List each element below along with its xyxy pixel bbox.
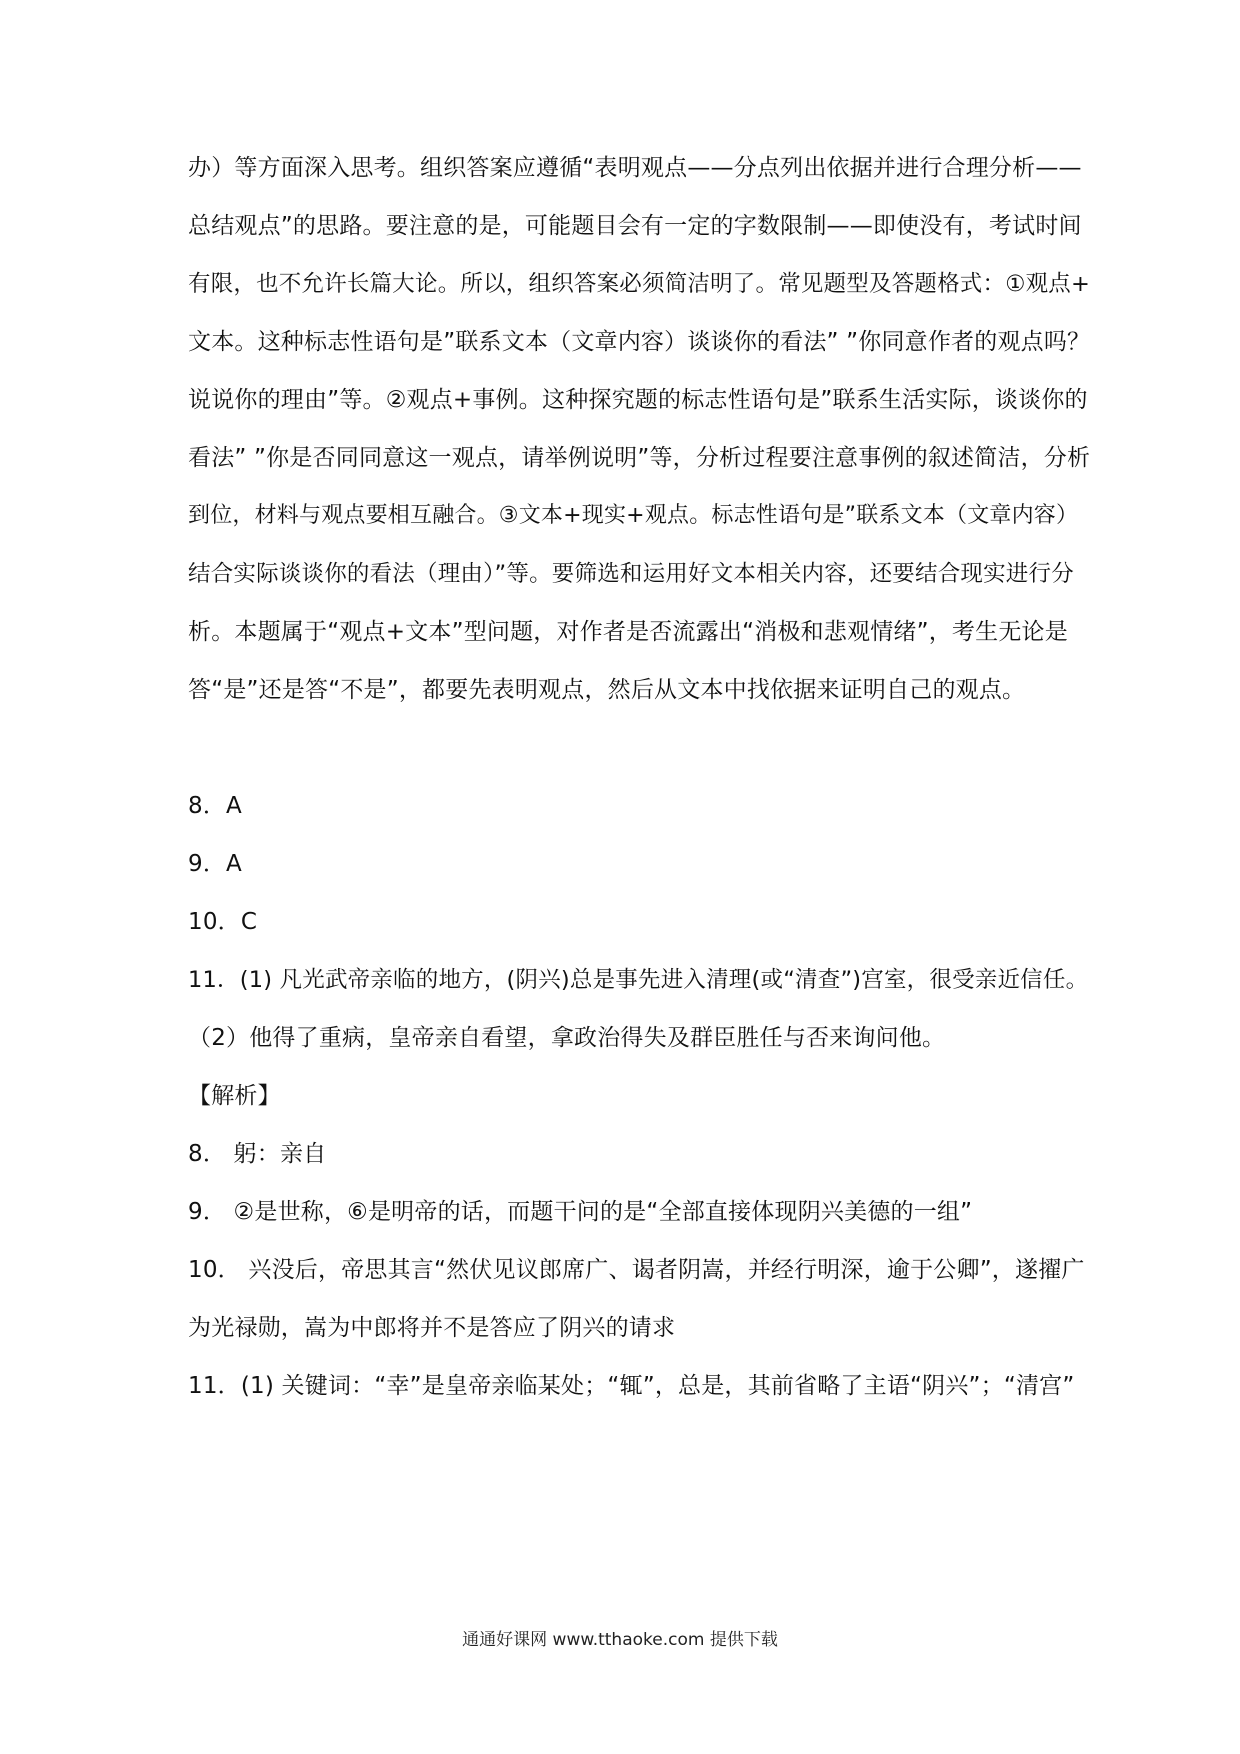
analysis-8: 8． 躬：亲自 <box>188 1141 327 1167</box>
analysis-9: 9． ②是世称，⑥是明帝的话，而题干问的是“全部直接体现阴兴美德的一组” <box>188 1199 973 1225</box>
paragraph-line-8: 结合实际谈谈你的看法（理由）”等。要筛选和运用好文本相关内容，还要结合现实进行分 <box>188 561 1074 587</box>
answer-11-part-2: （2）他得了重病，皇帝亲自看望，拿政治得失及群臣胜任与否来询问他。 <box>188 1025 946 1051</box>
analysis-heading: 【解析】 <box>188 1083 281 1109</box>
page-footer: 通通好课网 www.tthaoke.com 提供下载 <box>462 1630 778 1650</box>
paragraph-line-10: 答“是”还是答“不是”，都要先表明观点，然后从文本中找依据来证明自己的观点。 <box>188 677 1026 703</box>
paragraph-line-9: 析。本题属于“观点+文本”型问题，对作者是否流露出“消极和悲观情绪”，考生无论是 <box>188 619 1068 645</box>
paragraph-line-7: 到位，材料与观点要相互融合。③文本+现实+观点。标志性语句是”联系文本（文章内容） <box>188 503 1079 528</box>
analysis-10-line-2: 为光禄勋，嵩为中郎将并不是答应了阴兴的请求 <box>188 1315 676 1341</box>
answer-9: 9．A <box>188 851 242 877</box>
paragraph-line-1: 办）等方面深入思考。组织答案应遵循“表明观点——分点列出依据并进行合理分析—— <box>188 155 1082 181</box>
answer-8: 8．A <box>188 793 242 819</box>
answer-10: 10．C <box>188 909 258 935</box>
paragraph-line-3: 有限，也不允许长篇大论。所以，组织答案必须简洁明了。常见题型及答题格式：①观点+ <box>188 271 1091 297</box>
analysis-11-line-1: 11．(1) 关键词：“幸”是皇帝亲临某处；“辄”，总是，其前省略了主语“阴兴”；“清宫” <box>188 1373 1075 1399</box>
answer-11-part-1: 11．(1) 凡光武帝亲临的地方，(阴兴)总是事先进入清理(或“清查”)宫室，很受亲近信任。 <box>188 967 1089 993</box>
paragraph-line-4: 文本。这种标志性语句是”联系文本（文章内容）谈谈你的看法” ”你同意作者的观点吗？ <box>188 329 1091 355</box>
paragraph-line-5: 说说你的理由”等。②观点+事例。这种探究题的标志性语句是”联系生活实际，谈谈你的 <box>188 387 1088 413</box>
paragraph-line-2: 总结观点”的思路。要注意的是，可能题目会有一定的字数限制——即使没有，考试时间 <box>188 213 1082 239</box>
paragraph-line-6: 看法” ”你是否同同意这一观点，请举例说明”等，分析过程要注意事例的叙述简洁，分析 <box>188 445 1091 471</box>
analysis-10-line-1: 10． 兴没后，帝思其言“然伏见议郎席广、谒者阴嵩，并经行明深，逾于公卿”，遂擢广 <box>188 1257 1085 1283</box>
